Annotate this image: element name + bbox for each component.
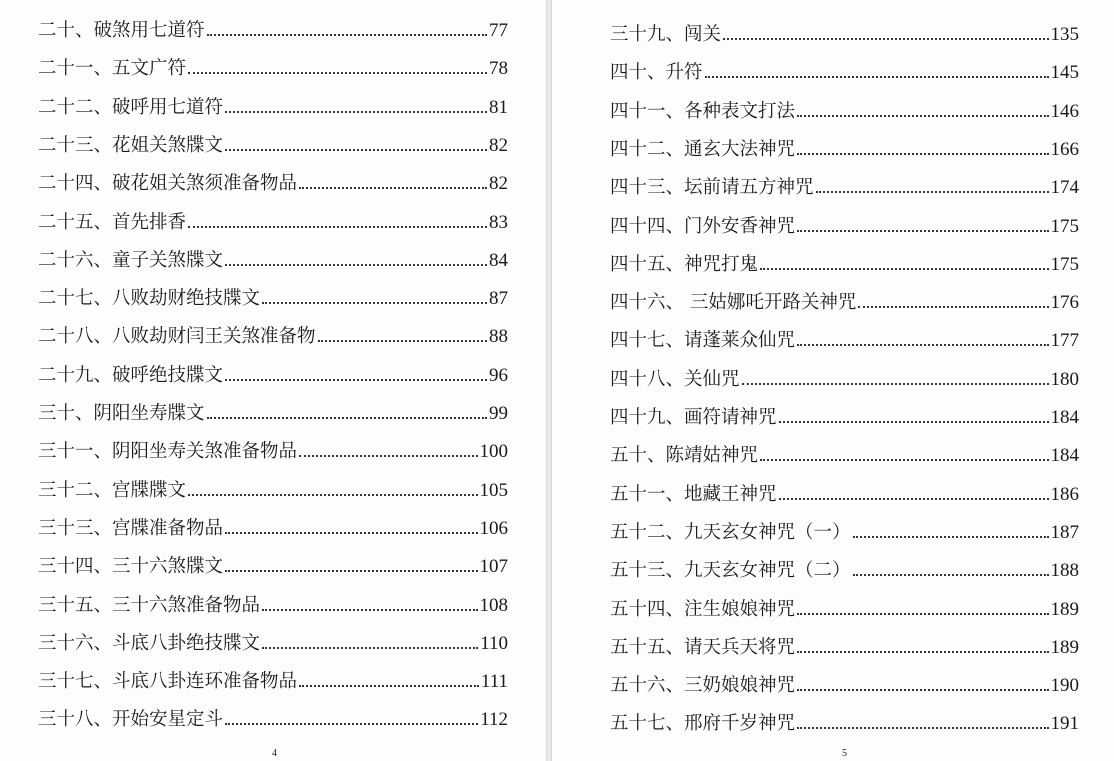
toc-entry [610,441,1079,467]
toc-entry-title: 三十四、三十六煞牒文 [38,556,224,578]
toc-dot-leader [262,609,477,611]
toc-entry [610,135,1079,161]
toc-entry [610,518,1079,544]
toc-entry-page: 84 [489,249,508,271]
toc-entry [38,93,508,119]
toc-dot-leader [318,340,487,342]
toc-entry-page: 81 [489,96,508,118]
toc-entry [610,595,1079,621]
toc-entry-page: 110 [480,632,508,654]
toc-entry-page: 83 [489,211,508,233]
toc-entry [38,322,508,348]
toc-dot-leader [262,302,487,304]
toc-entry-title: 四十一、各种表文打法 [610,100,796,122]
toc-entry-page: 184 [1050,445,1079,467]
toc-entry [610,288,1079,314]
toc-dot-leader [225,532,477,534]
toc-entry-title: 二十二、破呼用七道符 [38,96,224,118]
toc-entry-title: 三十六、斗底八卦绝技牒文 [38,632,261,654]
toc-entry-page: 105 [479,479,508,501]
toc-entry-page: 187 [1050,521,1079,543]
toc-dot-leader [299,187,487,189]
toc-entry-title: 二十六、童子关煞牒文 [38,249,224,271]
toc-entry [610,480,1079,506]
toc-entry-page: 135 [1050,24,1079,45]
toc-entry [38,667,508,693]
toc-entry-page: 189 [1050,598,1079,620]
toc-entry-title: 五十五、请天兵天将咒 [610,636,796,658]
toc-entry [38,361,508,387]
toc-entry-page: 111 [480,671,508,693]
toc-dot-leader [188,494,477,496]
toc-dot-leader [797,344,1048,346]
toc-dot-leader [858,306,1048,308]
toc-entry-page: 175 [1050,253,1079,275]
left-page-number: 4 [272,748,277,759]
toc-entry-page: 174 [1050,177,1079,199]
toc-entry-page: 146 [1050,100,1079,122]
toc-entry [38,169,508,195]
toc-entry [38,54,508,80]
toc-entry-title: 二十五、首先排香 [38,211,187,233]
toc-entry [38,399,508,425]
toc-entry-title: 三十、阴阳坐寿牒文 [38,403,205,424]
toc-dot-leader [779,498,1049,500]
toc-entry-page: 88 [489,326,508,348]
toc-entry [610,20,1079,46]
toc-entry [610,173,1079,199]
toc-entry-title: 五十七、邢府千岁神咒 [610,713,796,735]
toc-entry-page: 100 [479,441,508,463]
toc-entry-page: 78 [489,58,508,80]
toc-dot-leader [207,34,487,36]
toc-entry [610,633,1079,659]
toc-entry-title: 三十八、开始安星定斗 [38,709,224,731]
toc-entry [610,671,1079,697]
toc-entry-title: 三十七、斗底八卦连环准备物品 [38,671,298,693]
toc-entry-page: 189 [1050,636,1079,658]
toc-entry [610,709,1079,735]
toc-dot-leader [797,613,1048,615]
toc-entry [38,552,508,578]
toc-dot-leader [207,417,487,419]
toc-dot-leader [853,574,1049,576]
toc-entry-title: 四十三、坛前请五方神咒 [610,177,814,199]
toc-entry-page: 177 [1050,330,1079,352]
toc-entry-title: 二十四、破花姐关煞须准备物品 [38,173,298,195]
toc-entry [610,58,1079,84]
toc-entry-page: 190 [1050,675,1079,697]
toc-entry-page: 191 [1050,713,1079,735]
toc-entry [38,591,508,617]
toc-entry-page: 112 [480,709,508,731]
toc-entry-title: 四十二、通玄大法神咒 [610,138,796,160]
toc-entry-page: 82 [489,134,508,156]
toc-entry-page: 106 [479,517,508,539]
toc-entry-title: 二十九、破呼绝技牒文 [38,364,224,386]
toc-dot-leader [299,455,477,457]
toc-entry [610,250,1079,276]
toc-entry-title: 三十二、宫牒牒文 [38,479,187,501]
toc-dot-leader [225,379,487,381]
toc-entry-title: 四十、升符 [610,62,703,84]
toc-dot-leader [816,191,1049,193]
toc-entry [610,556,1079,582]
toc-dot-leader [188,226,487,228]
toc-entry [38,16,508,42]
toc-entry-title: 二十一、五文广符 [38,58,187,80]
toc-entry-title: 二十、破煞用七道符 [38,20,205,41]
toc-entry [38,246,508,272]
toc-entry-page: 180 [1050,368,1079,390]
toc-dot-leader [188,72,487,74]
toc-dot-leader [225,570,477,572]
toc-entry-title: 五十、陈靖姑神咒 [610,445,759,467]
toc-dot-leader [299,685,479,687]
toc-dot-leader [797,727,1048,729]
toc-entry-page: 107 [479,556,508,578]
toc-entry-title: 二十三、花姐关煞牒文 [38,134,224,156]
toc-dot-leader [262,647,478,649]
toc-entry-page: 77 [489,20,508,41]
toc-dot-leader [797,230,1048,232]
toc-dot-leader [225,149,487,151]
toc-entry [38,437,508,463]
toc-dot-leader [853,536,1049,538]
toc-dot-leader [797,115,1048,117]
toc-dot-leader [779,421,1049,423]
toc-entry-title: 五十四、注生娘娘神咒 [610,598,796,620]
toc-entry-title: 四十五、神咒打鬼 [610,253,759,275]
toc-entry-page: 176 [1050,292,1079,314]
toc-dot-leader [225,111,487,113]
toc-entry-title: 五十三、九天玄女神咒（二） [610,560,851,582]
toc-entry [610,326,1079,352]
toc-entry-page: 99 [489,403,508,424]
toc-entry-title: 四十六、 三姑娜吒开路关神咒 [610,292,857,314]
toc-dot-leader [225,723,478,725]
toc-entry-page: 145 [1050,62,1079,84]
toc-dot-leader [760,459,1048,461]
toc-entry-page: 87 [489,288,508,310]
toc-dot-leader [225,264,487,266]
toc-entry-title: 四十九、画符请神咒 [610,407,777,428]
toc-entry-page: 184 [1050,407,1079,428]
toc-entry [38,629,508,655]
toc-entry [38,208,508,234]
toc-entry-title: 四十八、关仙咒 [610,368,740,390]
toc-entry-title: 三十五、三十六煞准备物品 [38,594,261,616]
toc-entry-page: 96 [489,364,508,386]
toc-dot-leader [760,268,1048,270]
toc-dot-leader [705,76,1049,78]
toc-dot-leader [797,153,1048,155]
toc-entry [38,705,508,731]
toc-entry-title: 五十二、九天玄女神咒（一） [610,521,851,543]
toc-entry [38,131,508,157]
toc-entry-title: 三十一、阴阳坐寿关煞准备物品 [38,441,298,463]
left-page [0,0,546,761]
toc-entry [38,284,508,310]
toc-entry [610,365,1079,391]
toc-entry-page: 166 [1050,138,1079,160]
toc-entry-page: 108 [479,594,508,616]
toc-entry-title: 二十七、八败劫财绝技牒文 [38,288,261,310]
toc-entry-title: 三十三、宫牒准备物品 [38,517,224,539]
toc-dot-leader [723,38,1048,40]
toc-entry-title: 四十七、请蓬莱众仙咒 [610,330,796,352]
toc-entry-page: 175 [1050,215,1079,237]
toc-entry [610,403,1079,429]
toc-entry-title: 五十一、地藏王神咒 [610,483,777,505]
toc-entry [38,514,508,540]
toc-dot-leader [797,651,1048,653]
toc-entry-page: 186 [1050,483,1079,505]
toc-entry-title: 三十九、闯关 [610,24,722,45]
toc-entry-page: 82 [489,173,508,195]
right-page [552,0,1114,761]
toc-entry-title: 二十八、八败劫财闫王关煞准备物 [38,326,316,348]
toc-dot-leader [797,689,1048,691]
toc-entry [610,212,1079,238]
toc-entry-title: 五十六、三奶娘娘神咒 [610,675,796,697]
toc-entry [610,97,1079,123]
toc-entry [38,476,508,502]
toc-entry-page: 188 [1050,560,1079,582]
toc-entry-title: 四十四、门外安香神咒 [610,215,796,237]
toc-dot-leader [742,383,1049,385]
right-page-number: 5 [842,748,847,759]
